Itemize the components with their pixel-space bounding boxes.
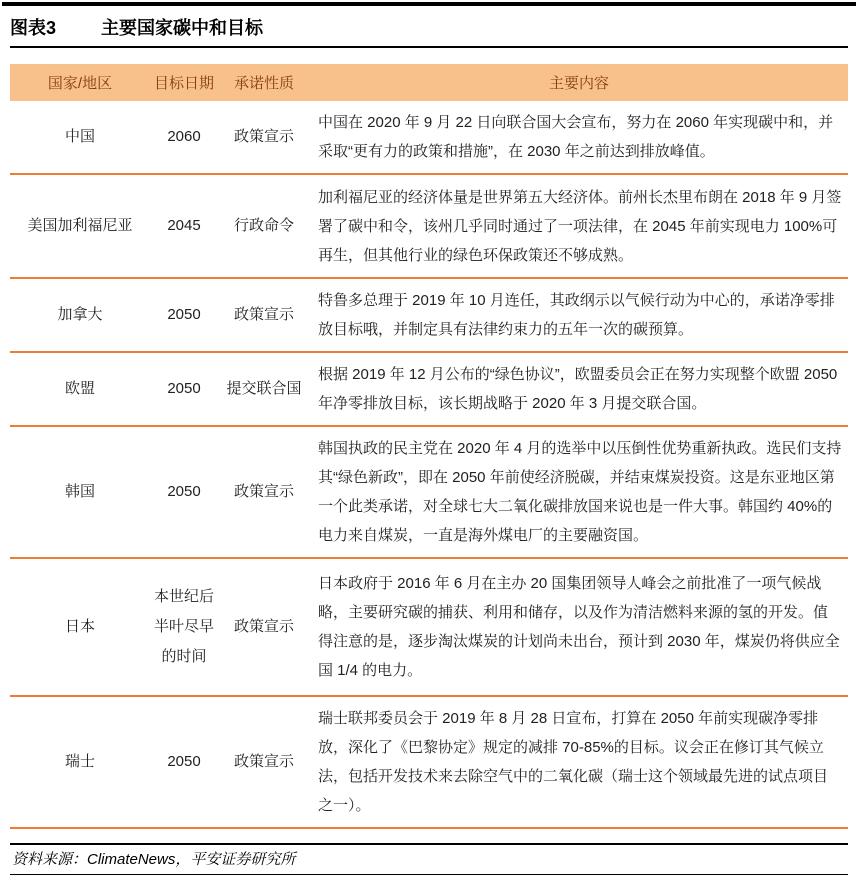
column-header-commitment: 承诺性质 — [233, 75, 294, 92]
column-header-main-content: 主要内容 — [548, 75, 609, 92]
target-date-cell: 本世纪后半叶尽早的时间 — [153, 588, 214, 665]
table-body — [10, 101, 848, 829]
region-cell: 瑞士 — [64, 753, 95, 770]
table-row — [10, 353, 848, 427]
table-row — [10, 427, 848, 559]
table-row — [10, 175, 848, 279]
content-cell: 中国在 2020 年 9 月 22 日向联合国大会宣布，努力在 2060 年实现碳中和，并采取“更有力的政策和措施”，在 2030 年之前达到排放峰值。 — [318, 114, 834, 160]
region-cell: 日本 — [64, 618, 95, 635]
target-date-cell: 2050 — [167, 306, 201, 323]
carbon-neutrality-table — [10, 64, 848, 829]
figure-label: 图表3 — [10, 18, 57, 38]
table-row — [10, 101, 848, 175]
content-cell: 瑞士联邦委员会于 2019 年 8 月 28 日宣布，打算在 2050 年前实现碳净零排放，深化了《巴黎协定》规定的减排 70-85%的目标。议会正在修订其气候立法，包括开发技术来去除空气中的二氧化碳（瑞士这个领域最先进的试点项目之一）。 — [318, 710, 829, 814]
table-header-row — [10, 64, 848, 101]
figure-title: 主要国家碳中和目标 — [101, 18, 264, 38]
region-cell: 韩国 — [64, 483, 95, 500]
table-row — [10, 279, 848, 353]
region-cell: 欧盟 — [64, 380, 95, 397]
content-cell: 韩国执政的民主党在 2020 年 4 月的选举中以压倒性优势重新执政。选民们支持其“绿色新政”，即在 2050 年前使经济脱碳，并结束煤炭投资。这是东亚地区第一个此类承诺，对全球七大二氧化碳排放国来说也是一件大事。韩国约 40%的电力来自煤炭，一直是海外煤电厂的主要融资国。 — [318, 440, 842, 544]
target-date-cell: 2050 — [167, 483, 201, 500]
target-date-cell: 2050 — [167, 380, 201, 397]
region-cell: 美国加利福尼亚 — [27, 217, 133, 234]
source-note: 资料来源：ClimateNews，平安证券研究所 — [12, 851, 296, 868]
table-row — [10, 697, 848, 829]
commitment-cell: 政策宣示 — [233, 128, 294, 145]
commitment-cell: 政策宣示 — [233, 483, 294, 500]
content-cell: 加利福尼亚的经济体量是世界第五大经济体。前州长杰里布朗在 2018 年 9 月签署了碳中和令，该州几乎同时通过了一项法律，在 2045 年前实现电力 100%可再生，但其他行业的绿色环保政策还不够成熟。 — [318, 188, 842, 264]
commitment-cell: 政策宣示 — [233, 753, 294, 770]
commitment-cell: 提交联合国 — [226, 380, 302, 397]
figure-header — [0, 6, 858, 46]
column-header-region: 国家/地区 — [47, 75, 113, 92]
table-row — [10, 559, 848, 697]
title-rule — [10, 46, 848, 48]
commitment-cell: 政策宣示 — [233, 618, 294, 635]
content-cell: 根据 2019 年 12 月公布的“绿色协议”，欧盟委员会正在努力实现整个欧盟 2050 年净零排放目标，该长期战略于 2020 年 3 月提交联合国。 — [318, 366, 838, 412]
target-date-cell: 2060 — [167, 128, 201, 145]
column-header-target-date: 目标日期 — [153, 75, 214, 92]
target-date-cell: 2050 — [167, 753, 201, 770]
commitment-cell: 政策宣示 — [233, 306, 294, 323]
commitment-cell: 行政命令 — [233, 217, 294, 234]
target-date-cell: 2045 — [167, 217, 201, 234]
content-cell: 特鲁多总理于 2019 年 10 月连任，其政纲示以气候行动为中心的，承诺净零排放目标哦，并制定具有法律约束力的五年一次的碳预算。 — [318, 292, 835, 338]
region-cell: 加拿大 — [57, 306, 103, 323]
region-cell: 中国 — [64, 128, 95, 145]
content-cell: 日本政府于 2016 年 6 月在主办 20 国集团领导人峰会之前批准了一项气候战略，主要研究碳的捕获、利用和储存，以及作为清洁燃料来源的氢的开发。值得注意的是，逐步淘汰煤炭的计划尚未出台，预计到 2030 年，煤炭仍将供应全国 1/4 的电力。 — [318, 575, 840, 679]
